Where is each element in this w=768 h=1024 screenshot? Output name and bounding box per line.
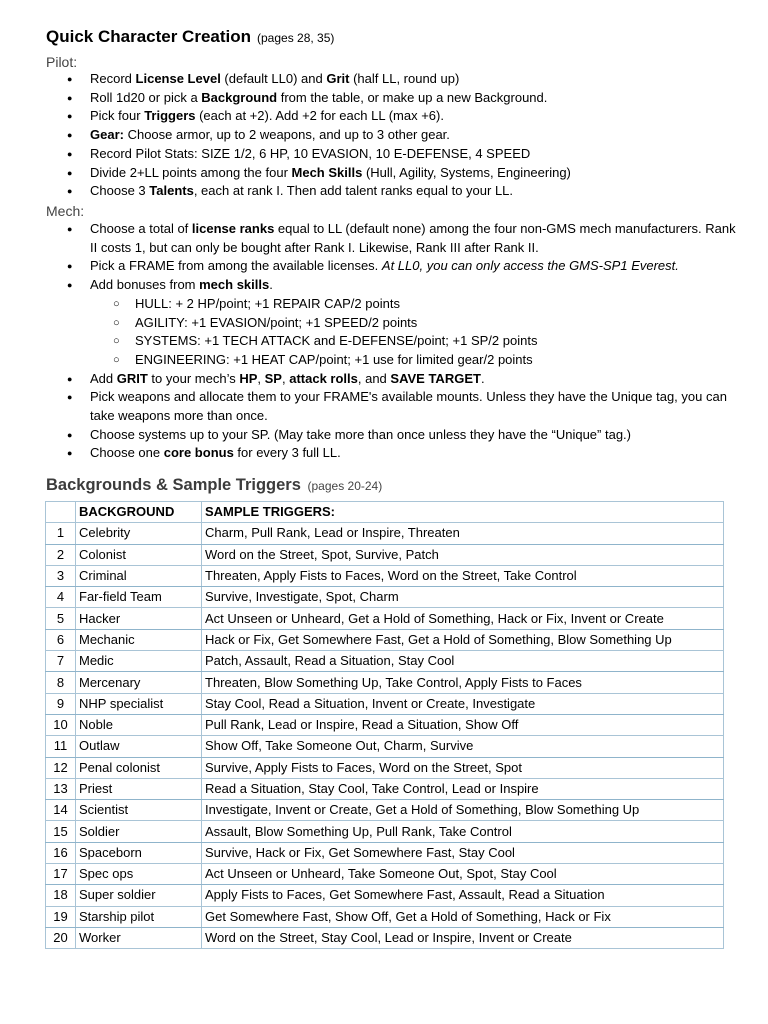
background-number: 8 [46, 672, 76, 693]
mech-step: ● Choose systems up to your SP. (May take more than once unless they have the “Unique” tag.) [46, 426, 736, 445]
table-row [46, 544, 724, 565]
table-row [46, 906, 724, 927]
table-row [46, 565, 724, 586]
table-row [46, 651, 724, 672]
table-row [46, 672, 724, 693]
table-row [46, 629, 724, 650]
background-name: Scientist [76, 800, 202, 821]
bold-term: license ranks [191, 221, 275, 236]
table-row [46, 885, 724, 906]
backgrounds-pages: (pages 20-24) [307, 479, 383, 493]
background-name: Criminal [76, 565, 202, 586]
table-row [46, 842, 724, 863]
sample-triggers: Charm, Pull Rank, Lead or Inspire, Threaten [202, 523, 724, 544]
sample-triggers: Survive, Investigate, Spot, Charm [202, 587, 724, 608]
sample-triggers: Stay Cool, Read a Situation, Invent or Create, Investigate [202, 693, 724, 714]
table-row [46, 523, 724, 544]
table-row [46, 864, 724, 885]
sample-triggers: Word on the Street, Stay Cool, Lead or Inspire, Invent or Create [202, 927, 724, 948]
mech-skill-bonus-list [90, 295, 736, 370]
sample-triggers: Threaten, Apply Fists to Faces, Word on the Street, Take Control [202, 565, 724, 586]
bold-term: Grit [326, 71, 350, 86]
background-number: 11 [46, 736, 76, 757]
bold-term: Gear: [90, 127, 124, 143]
sample-triggers: Investigate, Invent or Create, Get a Hold of Something, Blow Something Up [202, 800, 724, 821]
sample-triggers: Assault, Blow Something Up, Pull Rank, Take Control [202, 821, 724, 842]
background-number: 10 [46, 714, 76, 735]
bold-term: Triggers [144, 108, 196, 124]
table-row [46, 800, 724, 821]
mech-skill-bonus: ○ HULL: + 2 HP/point; +1 REPAIR CAP/2 points [90, 295, 736, 314]
background-number: 6 [46, 629, 76, 650]
background-name: Priest [76, 778, 202, 799]
table-row [46, 587, 724, 608]
background-number: 20 [46, 927, 76, 948]
background-name: Noble [76, 714, 202, 735]
bold-term: HP [239, 370, 258, 386]
quick-creation-title [46, 27, 334, 47]
background-number: 12 [46, 757, 76, 778]
background-name: Celebrity [76, 523, 202, 544]
mech-label: Mech: [46, 203, 85, 219]
background-name: Mercenary [76, 672, 202, 693]
pilot-label: Pilot: [46, 54, 78, 70]
background-number: 17 [46, 864, 76, 885]
sample-triggers: Show Off, Take Someone Out, Charm, Survive [202, 736, 724, 757]
pilot-step: ● Pick four Triggers (each at +2). Add +2 for each LL (max +6). [46, 107, 736, 126]
table-row [46, 736, 724, 757]
table-header-triggers: SAMPLE TRIGGERS: [202, 502, 724, 523]
pilot-step: ● Record Pilot Stats: SIZE 1/2, 6 HP, 10 EVASION, 10 E-DEFENSE, 4 SPEED [46, 145, 736, 164]
bold-term: mech skills [199, 277, 270, 293]
background-number: 14 [46, 800, 76, 821]
mech-skill-bonus: ○ SYSTEMS: +1 TECH ATTACK and E-DEFENSE/point; +1 SP/2 points [90, 332, 736, 351]
background-number: 3 [46, 565, 76, 586]
table-header-row [46, 502, 724, 523]
background-number: 18 [46, 885, 76, 906]
bold-term: License Level [135, 71, 221, 86]
pilot-step: ● Record License Level (default LL0) and Grit (half LL, round up) [46, 70, 736, 89]
backgrounds-table [45, 501, 724, 949]
bold-term: core bonus [163, 445, 234, 461]
background-name: Soldier [76, 821, 202, 842]
sample-triggers: Act Unseen or Unheard, Get a Hold of Something, Hack or Fix, Invent or Create [202, 608, 724, 629]
pilot-step: ● Roll 1d20 or pick a Background from the table, or make up a new Background. [46, 89, 736, 108]
sample-triggers: Act Unseen or Unheard, Take Someone Out, Spot, Stay Cool [202, 864, 724, 885]
sample-triggers: Apply Fists to Faces, Get Somewhere Fast, Assault, Read a Situation [202, 885, 724, 906]
table-row [46, 927, 724, 948]
pilot-step: ● Choose 3 Talents, each at rank I. Then add talent ranks equal to your LL. [46, 182, 736, 201]
bold-term: SAVE TARGET [390, 370, 481, 386]
pilot-step: ● Gear: Choose armor, up to 2 weapons, and up to 3 other gear. [46, 126, 736, 145]
background-number: 13 [46, 778, 76, 799]
bold-term: Mech Skills [291, 164, 363, 180]
italic-note: At LL0, you can only access the GMS-SP1 Everest. [381, 258, 679, 274]
sample-triggers: Survive, Apply Fists to Faces, Word on the Street, Spot [202, 757, 724, 778]
mech-steps-list [46, 220, 736, 463]
background-name: Hacker [76, 608, 202, 629]
mech-step: ● Choose a total of license ranks equal to LL (default none) among the four non-GMS mech manufacturers. Rank II costs 1, but can only be bought after Rank I. Likewise, Rank III after Rank II. [46, 220, 736, 257]
table-row [46, 693, 724, 714]
sample-triggers: Threaten, Blow Something Up, Take Control, Apply Fists to Faces [202, 672, 724, 693]
sample-triggers: Read a Situation, Stay Cool, Take Control, Lead or Inspire [202, 778, 724, 799]
mech-step: ● Choose one core bonus for every 3 full LL. [46, 444, 736, 463]
background-number: 15 [46, 821, 76, 842]
background-name: Outlaw [76, 736, 202, 757]
mech-step: ● Add GRIT to your mech’s HP, SP, attack rolls, and SAVE TARGET. [46, 370, 736, 389]
quick-creation-heading: Quick Character Creation [46, 27, 252, 46]
bold-term: attack rolls [289, 370, 358, 386]
sample-triggers: Word on the Street, Spot, Survive, Patch [202, 544, 724, 565]
background-name: Mechanic [76, 629, 202, 650]
bold-term: Background [201, 89, 278, 105]
background-number: 5 [46, 608, 76, 629]
pilot-step: ● Divide 2+LL points among the four Mech Skills (Hull, Agility, Systems, Engineering) [46, 164, 736, 183]
bold-term: GRIT [116, 370, 148, 386]
mech-skill-bonus: ○ AGILITY: +1 EVASION/point; +1 SPEED/2 points [90, 314, 736, 333]
background-number: 2 [46, 544, 76, 565]
mech-step: ● Add bonuses from mech skills. ○ HULL: + 2 HP/point; +1 REPAIR CAP/2 points ○ AGILITY: +1 EVASION/point; +1 SPEED/2 points ○ SYSTEMS: +1 TECH ATTACK and E-DEFENSE/point; +1 SP/2 points ○ ENGINEERING: +1 HEAT CAP/point; +1 use for limited gear/2 points [46, 276, 736, 370]
background-name: Worker [76, 927, 202, 948]
background-name: Starship pilot [76, 906, 202, 927]
mech-skill-bonus: ○ ENGINEERING: +1 HEAT CAP/point; +1 use for limited gear/2 points [90, 351, 736, 370]
table-header-background: BACKGROUND [76, 502, 202, 523]
background-number: 19 [46, 906, 76, 927]
sample-triggers: Pull Rank, Lead or Inspire, Read a Situation, Show Off [202, 714, 724, 735]
table-header-number [46, 502, 76, 523]
sample-triggers: Hack or Fix, Get Somewhere Fast, Get a Hold of Something, Blow Something Up [202, 629, 724, 650]
table-row [46, 821, 724, 842]
background-name: Medic [76, 651, 202, 672]
quick-creation-pages: (pages 28, 35) [257, 31, 335, 45]
backgrounds-title [46, 476, 382, 495]
mech-step: ● Pick weapons and allocate them to your FRAME's available mounts. Unless they have the Unique tag, you can take weapons more than once. [46, 388, 736, 425]
sample-triggers: Survive, Hack or Fix, Get Somewhere Fast, Stay Cool [202, 842, 724, 863]
sample-triggers: Get Somewhere Fast, Show Off, Get a Hold of Something, Hack or Fix [202, 906, 724, 927]
background-name: Super soldier [76, 885, 202, 906]
table-row [46, 757, 724, 778]
pilot-steps-list [46, 70, 736, 201]
background-number: 1 [46, 523, 76, 544]
mech-step: ● Pick a FRAME from among the available licenses. At LL0, you can only access the GMS-SP1 Everest. [46, 257, 736, 276]
backgrounds-heading: Backgrounds & Sample Triggers [46, 476, 301, 494]
background-number: 4 [46, 587, 76, 608]
bold-term: SP [264, 370, 282, 386]
background-name: Penal colonist [76, 757, 202, 778]
background-number: 7 [46, 651, 76, 672]
background-name: Spaceborn [76, 842, 202, 863]
sample-triggers: Patch, Assault, Read a Situation, Stay Cool [202, 651, 724, 672]
bold-term: Talents [149, 183, 194, 199]
background-name: Spec ops [76, 864, 202, 885]
background-number: 16 [46, 842, 76, 863]
table-row [46, 608, 724, 629]
background-number: 9 [46, 693, 76, 714]
table-row [46, 778, 724, 799]
background-name: NHP specialist [76, 693, 202, 714]
table-row [46, 714, 724, 735]
background-name: Colonist [76, 544, 202, 565]
background-name: Far-field Team [76, 587, 202, 608]
